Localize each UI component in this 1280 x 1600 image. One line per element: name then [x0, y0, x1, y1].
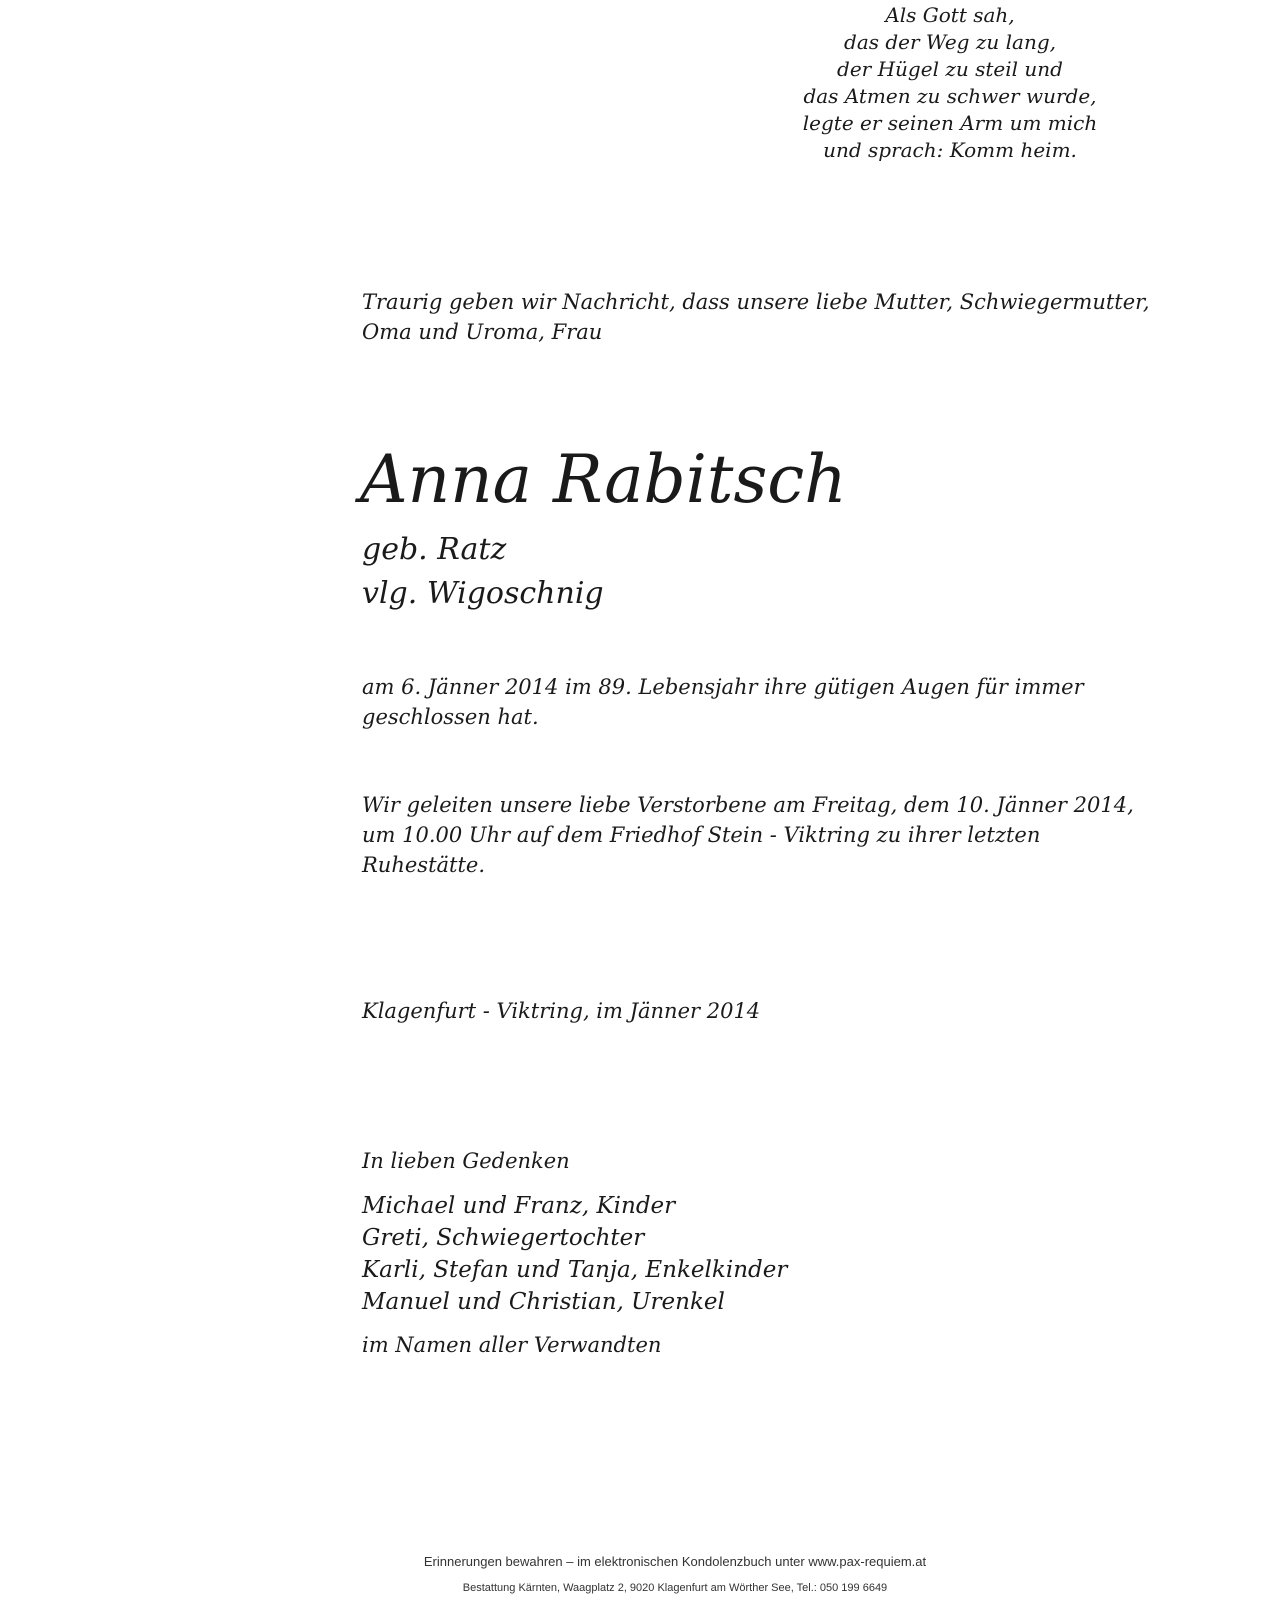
place-date: Klagenfurt - Viktring, im Jänner 2014	[362, 999, 761, 1023]
poem-line: das der Weg zu lang,	[844, 30, 1056, 54]
funeral-line: um 10.00 Uhr auf dem Friedhof Stein - Viktring zu ihrer letzten	[362, 823, 1041, 847]
death-notice	[362, 672, 1182, 732]
funeral-notice	[362, 790, 1182, 880]
funeral-line: Wir geleiten unsere liebe Verstorbene am Freitag, dem 10. Jänner 2014,	[362, 793, 1134, 817]
poem-line: legte er seinen Arm um mich	[802, 111, 1098, 135]
intro-line: Oma und Uroma, Frau	[362, 320, 603, 344]
memory-heading: In lieben Gedenken	[362, 1149, 570, 1173]
poem-line: und sprach: Komm heim.	[823, 138, 1077, 162]
vulgo-name: vlg. Wigoschnig	[362, 576, 604, 611]
family-member: Karli, Stefan und Tanja, Enkelkinder	[362, 1257, 788, 1283]
poem-line: Als Gott sah,	[885, 3, 1015, 27]
family-member: Manuel und Christian, Urenkel	[362, 1289, 725, 1315]
death-notice-line: geschlossen hat.	[362, 705, 539, 729]
intro-line: Traurig geben wir Nachricht, dass unsere liebe Mutter, Schwiegermutter,	[362, 290, 1150, 314]
poem-line: der Hügel zu steil und	[837, 57, 1063, 81]
family-member: Michael und Franz, Kinder	[362, 1193, 676, 1219]
footer-condolence: Erinnerungen bewahren – im elektronischen Kondolenzbuch unter www.pax-requiem.at	[423, 1554, 927, 1569]
footer-address: Bestattung Kärnten, Waagplatz 2, 9020 Klagenfurt am Wörther See, Tel.: 050 199 6649	[462, 1582, 888, 1594]
birth-name: geb. Ratz	[362, 532, 507, 567]
poem	[740, 2, 1160, 164]
deceased-details	[362, 528, 604, 616]
funeral-line: Ruhestätte.	[362, 853, 486, 877]
intro-text	[362, 287, 1182, 347]
relatives-line: im Namen aller Verwandten	[362, 1333, 662, 1357]
death-notice-line: am 6. Jänner 2014 im 89. Lebensjahr ihre gütigen Augen für immer	[362, 675, 1084, 699]
poem-line: das Atmen zu schwer wurde,	[803, 84, 1097, 108]
deceased-name: Anna Rabitsch	[360, 441, 847, 518]
family-member: Greti, Schwiegertochter	[362, 1225, 645, 1251]
family-list	[362, 1190, 787, 1318]
